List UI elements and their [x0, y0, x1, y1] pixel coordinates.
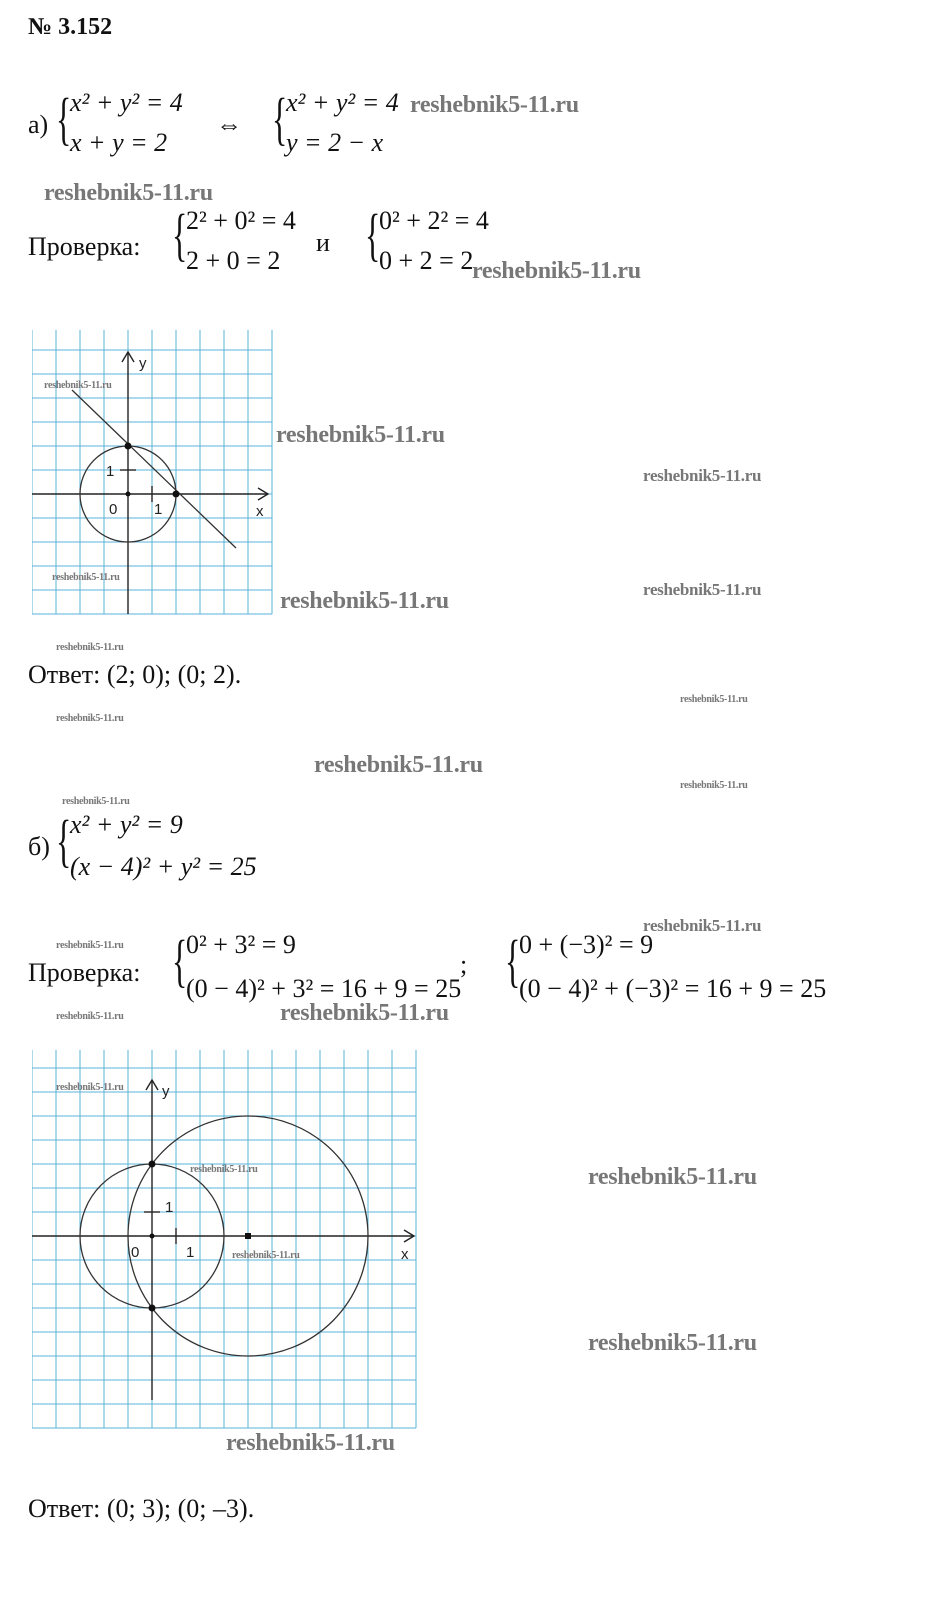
- watermark: reshebnik5-11.ru: [44, 380, 112, 391]
- brace-check-b1: {: [172, 928, 188, 993]
- watermark: reshebnik5-11.ru: [280, 1000, 449, 1026]
- graph-b-y-label: y: [162, 1083, 170, 1100]
- equivalence-symbol: ⇔: [216, 110, 242, 139]
- watermark: reshebnik5-11.ru: [190, 1164, 258, 1175]
- brace-b: {: [56, 808, 72, 873]
- graph-a-point-02: [125, 443, 132, 450]
- graph-a-y-label: y: [139, 355, 147, 372]
- watermark: reshebnik5-11.ru: [643, 466, 762, 485]
- system-a-left-eq2: x + y = 2: [70, 128, 168, 157]
- watermark: reshebnik5-11.ru: [62, 796, 130, 807]
- brace-check-a1: {: [172, 202, 188, 267]
- watermark: reshebnik5-11.ru: [56, 1011, 124, 1022]
- graph-b-point-0m3: [149, 1305, 156, 1312]
- check-a2-eq1: 0² + 2² = 4: [379, 206, 489, 235]
- check-label-b: Проверка:: [28, 958, 141, 987]
- brace-a-left: {: [56, 86, 72, 151]
- watermark: reshebnik5-11.ru: [52, 572, 120, 583]
- check-a2-eq2: 0 + 2 = 2: [379, 246, 474, 275]
- graph-a-x-label: x: [256, 503, 264, 520]
- watermark: reshebnik5-11.ru: [56, 713, 124, 724]
- watermark: reshebnik5-11.ru: [588, 1330, 757, 1356]
- graph-b-center-large: [245, 1233, 251, 1239]
- check-label-a: Проверка:: [28, 232, 141, 261]
- system-a-right-eq2: y = 2 − x: [286, 128, 384, 157]
- watermark: reshebnik5-11.ru: [56, 940, 124, 951]
- watermark: reshebnik5-11.ru: [410, 92, 579, 118]
- check-a1-eq2: 2 + 0 = 2: [186, 246, 281, 275]
- check-b2-eq1: 0 + (−3)² = 9: [519, 930, 654, 959]
- graph-a-unit-x: 1: [154, 501, 163, 518]
- graph-a-origin-label: 0: [109, 501, 118, 518]
- graph-b: [32, 1050, 422, 1434]
- watermark: reshebnik5-11.ru: [643, 916, 762, 935]
- problem-number: № 3.152: [28, 14, 113, 40]
- watermark: reshebnik5-11.ru: [314, 752, 483, 778]
- separator-semicolon: ;: [460, 950, 468, 979]
- check-a1-eq1: 2² + 0² = 4: [186, 206, 296, 235]
- watermark: reshebnik5-11.ru: [588, 1164, 757, 1190]
- graph-b-origin-label: 0: [131, 1244, 140, 1261]
- brace-check-a2: {: [365, 202, 381, 267]
- watermark: reshebnik5-11.ru: [643, 580, 762, 599]
- check-b2-eq2: (0 − 4)² + (−3)² = 16 + 9 = 25: [519, 974, 827, 1003]
- system-a-left-eq1: x² + y² = 4: [70, 88, 183, 117]
- graph-a-origin-point: [126, 492, 131, 497]
- watermark: reshebnik5-11.ru: [56, 642, 124, 653]
- brace-check-b2: {: [505, 928, 521, 993]
- watermark: reshebnik5-11.ru: [280, 588, 449, 614]
- watermark: reshebnik5-11.ru: [226, 1430, 395, 1456]
- system-a-right-eq1: x² + y² = 4: [286, 88, 399, 117]
- graph-b-unit-y: 1: [165, 1199, 174, 1216]
- watermark: reshebnik5-11.ru: [232, 1250, 300, 1261]
- check-b1-eq1: 0² + 3² = 9: [186, 930, 296, 959]
- answer-a: Ответ: (2; 0); (0; 2).: [28, 660, 242, 689]
- check-b1-eq2: (0 − 4)² + 3² = 16 + 9 = 25: [186, 974, 462, 1003]
- brace-a-right: {: [272, 86, 288, 151]
- part-a-label: а): [28, 110, 49, 139]
- watermark: reshebnik5-11.ru: [44, 180, 213, 206]
- watermark: reshebnik5-11.ru: [680, 694, 748, 705]
- graph-b-point-03: [149, 1161, 156, 1168]
- graph-b-x-label: x: [401, 1246, 409, 1263]
- graph-a-unit-y: 1: [106, 463, 115, 480]
- watermark: reshebnik5-11.ru: [472, 258, 641, 284]
- watermark: reshebnik5-11.ru: [56, 1082, 124, 1093]
- and-word: и: [316, 228, 330, 257]
- graph-a-line: [72, 390, 236, 548]
- system-b-eq2: (x − 4)² + y² = 25: [70, 852, 257, 881]
- graph-a-point-20: [173, 491, 180, 498]
- watermark: reshebnik5-11.ru: [680, 780, 748, 791]
- part-b-label: б): [28, 832, 50, 861]
- system-b-eq1: x² + y² = 9: [70, 810, 183, 839]
- answer-b: Ответ: (0; 3); (0; –3).: [28, 1494, 255, 1523]
- graph-b-unit-x: 1: [186, 1244, 195, 1261]
- graph-b-origin-point: [150, 1234, 155, 1239]
- watermark: reshebnik5-11.ru: [276, 422, 445, 448]
